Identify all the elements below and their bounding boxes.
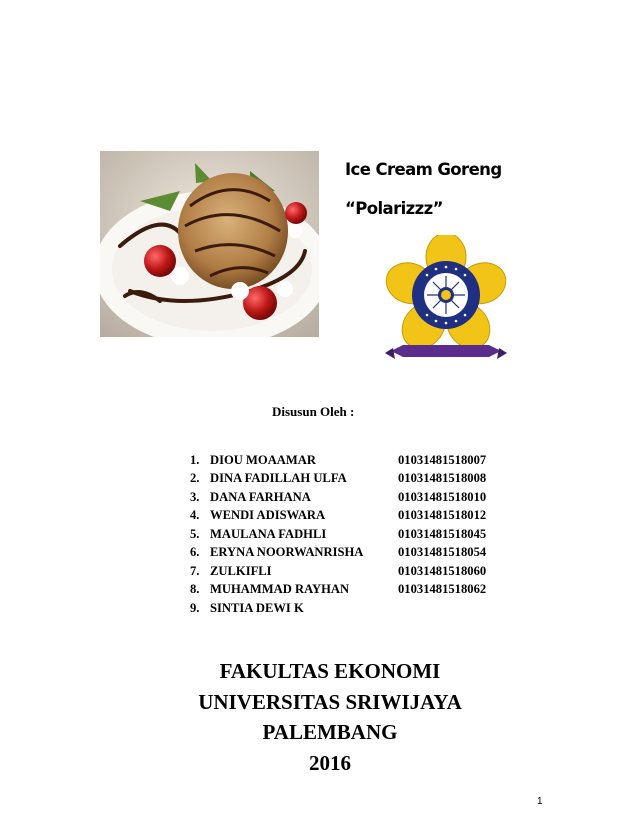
list-item — [190, 525, 486, 544]
member-number: 4. — [190, 508, 200, 523]
member-name: ZULKIFLI — [210, 563, 272, 578]
member-id: 01031481518062 — [398, 582, 487, 597]
member-name: SINTIA DEWI K — [210, 600, 304, 615]
document-title: Ice Cream Goreng — [345, 160, 502, 179]
member-name: DINA FADILLAH ULFA — [210, 471, 347, 486]
authored-by-label: Disusun Oleh : — [272, 404, 355, 419]
member-number: 9. — [190, 600, 200, 615]
member-number: 6. — [190, 545, 200, 560]
list-item — [190, 507, 486, 526]
ice-cream-photo — [100, 151, 319, 337]
university-logo — [383, 235, 509, 375]
list-item — [190, 562, 486, 581]
member-id: 01031481518010 — [398, 489, 487, 504]
member-name: DANA FARHANA — [210, 489, 311, 504]
member-name: MAULANA FADHLI — [210, 526, 327, 541]
institution-block — [130, 656, 530, 778]
member-number: 5. — [190, 526, 200, 541]
member-number: 7. — [190, 563, 200, 578]
list-item — [190, 488, 486, 507]
list-item — [190, 599, 486, 618]
member-number: 1. — [190, 452, 200, 467]
list-item — [190, 544, 486, 563]
member-id: 01031481518054 — [398, 545, 487, 560]
university-name: UNIVERSITAS SRIWIJAYA — [198, 689, 462, 714]
member-name: DIOU MOAAMAR — [210, 452, 316, 467]
city-name: PALEMBANG — [262, 720, 398, 744]
list-item — [190, 470, 486, 489]
list-item — [190, 451, 486, 470]
faculty-name: FAKULTAS EKONOMI — [219, 659, 441, 683]
member-id: 01031481518045 — [398, 526, 487, 541]
page-number: 1 — [537, 796, 543, 807]
list-item — [190, 581, 486, 600]
year: 2016 — [309, 750, 351, 775]
member-number: 8. — [190, 582, 200, 597]
member-id: 01031481518060 — [398, 563, 487, 578]
member-name: WENDI ADISWARA — [210, 508, 326, 523]
member-name: MUHAMMAD RAYHAN — [210, 582, 350, 597]
member-id: 01031481518007 — [398, 452, 487, 467]
member-name: ERYNA NOORWANRISHA — [210, 545, 364, 560]
document-subtitle: “Polarizzz” — [345, 199, 443, 218]
member-list — [190, 451, 486, 618]
member-number: 2. — [190, 471, 200, 486]
member-number: 3. — [190, 489, 200, 504]
member-id: 01031481518012 — [398, 508, 487, 523]
member-id: 01031481518008 — [398, 471, 487, 486]
